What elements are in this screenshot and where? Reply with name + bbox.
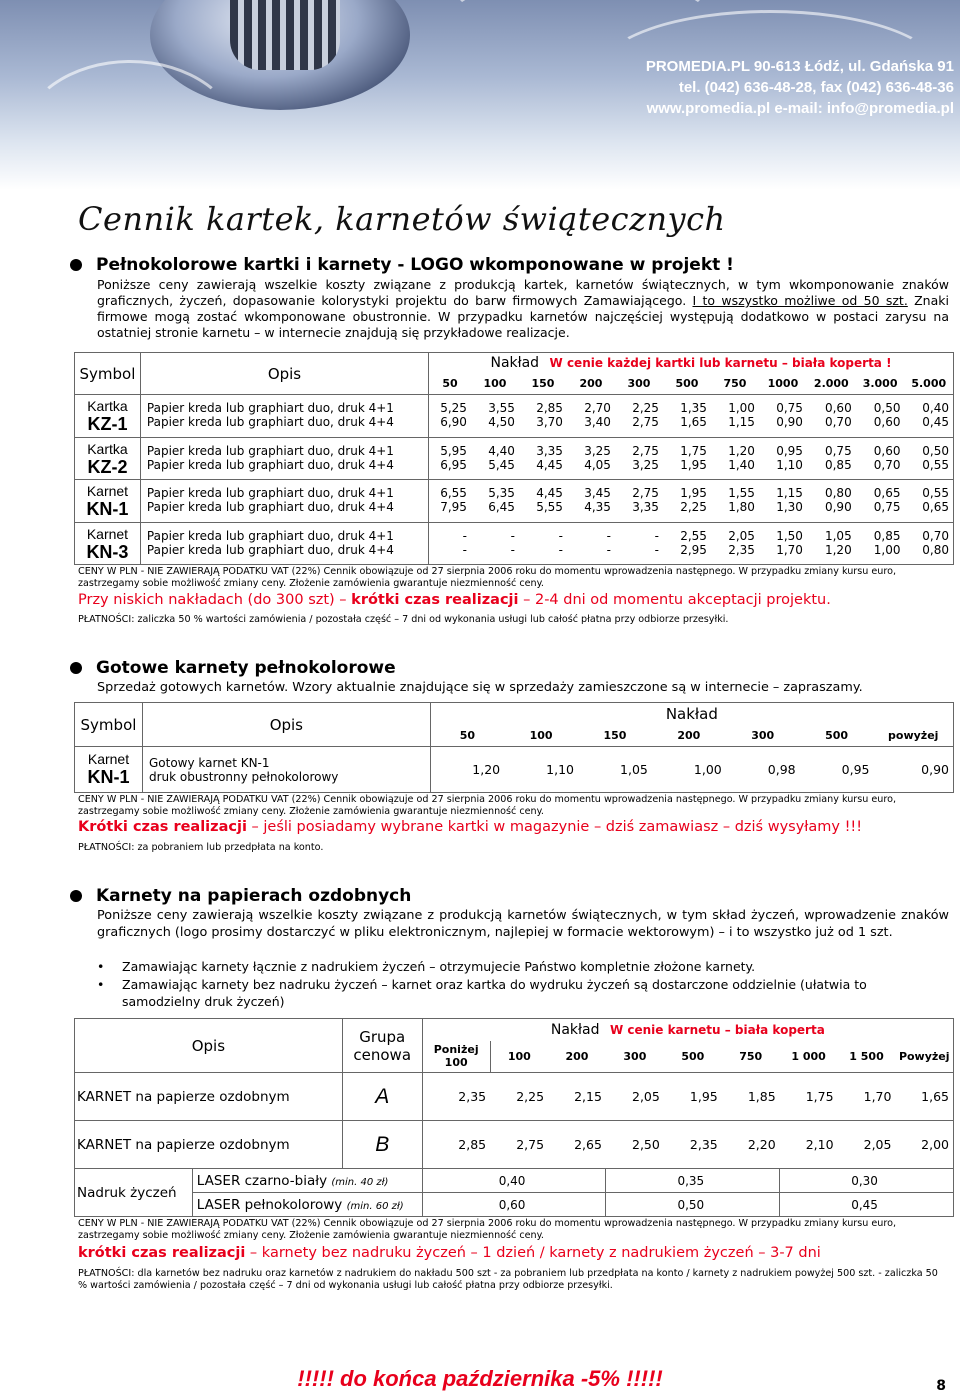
section1-promo-b: krótki czas realizacji [351, 592, 519, 608]
quantity-header: Powyżej [895, 1041, 953, 1073]
section1-paragraph [97, 277, 949, 341]
t3-row-b-desc: KARNET na papierze ozdobnym [75, 1121, 343, 1169]
price-cell: 0,95 [800, 747, 874, 793]
section1-vat-note: CENY W PLN - NIE ZAWIERAJĄ PODATKU VAT (22%) Cennik obowiązuje od 27 sierpnia 2006 roku do momentu wprowadzenia następnego. W przypadku zmiany kursu euro, zastrzegamy sobie możliwość zmiany ceny. Złożenie zamówienia gwarantuje niezmienność ceny. [78, 566, 897, 589]
t3-laser1-price-3: 0,30 [780, 1169, 954, 1193]
t3-laser1-price-2: 0,35 [606, 1169, 780, 1193]
price-cell: 2,05 [728, 528, 755, 543]
price-cell: 0,75 [776, 401, 803, 415]
t3-col-ponizej: Poniżej 100 [422, 1041, 490, 1073]
price-cell: 2,25 [663, 500, 711, 522]
t3-nadruk-label: Nadruk życzeń [75, 1169, 193, 1217]
row-type: Karnet [86, 483, 129, 500]
section3-heading-text: Karnety na papierach ozdobnych [96, 886, 412, 906]
price-cell: 0,55 [904, 458, 953, 480]
price-cell: 0,90 [873, 747, 953, 793]
t3-laser1-min: (min. 40 zł) [331, 1176, 389, 1188]
t3-row-b-group: B [342, 1121, 422, 1169]
price-cell: 0,40 [904, 395, 953, 416]
price-cell: 2,70 [584, 401, 611, 415]
section1-heading [70, 255, 734, 275]
section3-paragraph: Poniższe ceny zawierają wszelkie koszty związane z produkcją karnetów świątecznych, w tym skład życzeń, wprowadzenie znaków graficznych (logo prosimy dostarczyć w pliku elektronicznym, najlepiej w formacie wektorowym) – i to wszystko już od 1 szt. [97, 908, 949, 940]
symbol-cell [75, 522, 141, 565]
quantity-header: 300 [606, 1041, 664, 1073]
naklad-note: W cenie każdej kartki lub karnetu – biała koperta ! [549, 355, 892, 370]
price-cell: 7,95 [429, 500, 471, 522]
t2-col-symbol: Symbol [75, 703, 143, 747]
price-cell: 1,65 [895, 1073, 953, 1121]
price-cell: - [615, 543, 663, 565]
row-code: KZ-2 [87, 456, 128, 477]
price-cell: 2,05 [838, 1121, 896, 1169]
table-row [75, 1121, 954, 1169]
price-cell: 1,05 [824, 528, 852, 543]
price-cell: 3,70 [519, 415, 567, 437]
bullet-icon [70, 662, 82, 674]
quantity-header: 500 [664, 1041, 722, 1073]
section3-vat-note: CENY W PLN - NIE ZAWIERAJĄ PODATKU VAT (22%) Cennik obowiązuje od 27 sierpnia 2006 roku do momentu wprowadzenia następnego. W przypadku zmiany kursu euro, zastrzegamy sobie możliwość zmiany ceny. Złożenie zamówienia gwarantuje niezmienność ceny. [78, 1218, 897, 1241]
price-cell: 0,55 [904, 480, 953, 501]
t3-laser1 [192, 1169, 422, 1193]
price-cell: 2,50 [606, 1121, 664, 1169]
section2-payment: PŁATNOŚCI: za pobraniem lub przedpłata na konto. [78, 842, 324, 853]
price-cell: 1,95 [663, 458, 711, 480]
price-cell: 0,70 [807, 415, 856, 437]
table-row [75, 522, 954, 543]
company-phone: tel. (042) 636-48-28, fax (042) 636-48-36 [678, 79, 954, 96]
quantity-header: 2.000 [807, 373, 856, 395]
company-address: PROMEDIA.PL 90-613 Łódź, ul. Gdańska 91 [645, 58, 954, 75]
price-cell: 1,70 [759, 543, 807, 565]
price-cell: 3,55 [488, 401, 515, 415]
price-cell: 1,65 [663, 415, 711, 437]
section2-paragraph: Sprzedaż gotowych karnetów. Wzory aktualnie znajdujące się w sprzedaży zamieszczone są w internecie – zapraszamy. [97, 680, 863, 695]
price-cell: 6,55 [440, 486, 467, 500]
price-cell: 2,10 [780, 1121, 838, 1169]
row-desc: Papier kreda lub graphiart duo, druk 4+1 [140, 522, 428, 543]
section2-heading [70, 658, 396, 678]
price-cell: 0,95 [776, 443, 803, 458]
section1-para-a: Poniższe ceny zawierają wszelkie koszty związane z produkcją kartek, karnetów świątecznych, w tym wkomponowanie znaków graficznych, życzeń, dopasowanie kolorystyki projektu do barw firmowych Zamawiającego. [97, 277, 949, 308]
row-code: KN-1 [87, 767, 130, 787]
row-desc: Papier kreda lub graphiart duo, druk 4+4 [140, 500, 428, 522]
table-row [75, 747, 954, 793]
price-cell: 2,35 [664, 1121, 722, 1169]
price-cell: 5,55 [519, 500, 567, 522]
price-cell: 1,50 [776, 528, 803, 543]
quantity-header: 500 [663, 373, 711, 395]
price-cell: 4,45 [519, 458, 567, 480]
page-number: 8 [936, 1378, 946, 1394]
section1-payment: PŁATNOŚCI: zaliczka 50 % wartości zamówienia / pozostała część – 7 dni od wykonania usługi lub całość płatna przy odbiorze przesyłki. [78, 614, 729, 625]
price-cell: - [462, 528, 467, 543]
footer-promo: !!!!! do końca października -5% !!!!! [297, 1366, 663, 1391]
price-cell: 1,75 [680, 443, 707, 458]
price-cell: 2,75 [632, 443, 659, 458]
table-row [75, 395, 954, 416]
price-cell: 1,35 [680, 401, 707, 415]
t3-col-grupa: Grupa cenowa [342, 1019, 422, 1073]
section3-promo-a: krótki czas realizacji [78, 1245, 246, 1261]
price-cell: - [519, 543, 567, 565]
bullet-icon: • [97, 959, 105, 974]
quantity-header: 150 [519, 373, 567, 395]
price-cell: 5,25 [440, 401, 467, 415]
section3-heading [70, 886, 411, 906]
section1-heading-text: Pełnokolorowe kartki i karnety - LOGO wkomponowane w projekt ! [96, 255, 734, 275]
price-cell: 0,45 [904, 415, 953, 437]
row-type: Karnet [87, 751, 130, 767]
price-cell: - [654, 528, 659, 543]
bullet-icon [70, 259, 82, 271]
t3-laser1-label: LASER czarno-biały [196, 1172, 328, 1189]
section1-promo-a: Przy niskich nakładach (do 300 szt) – [78, 592, 352, 608]
price-cell: 1,10 [759, 458, 807, 480]
quantity-header: 200 [567, 373, 615, 395]
price-cell: 6,90 [429, 415, 471, 437]
price-cell: 0,85 [873, 528, 901, 543]
price-cell: 2,25 [632, 401, 659, 415]
price-cell: 0,85 [807, 458, 856, 480]
price-table-1 [74, 352, 954, 565]
section2-vat-note: CENY W PLN - NIE ZAWIERAJĄ PODATKU VAT (22%) Cennik obowiązuje od 27 sierpnia 2006 roku do momentu wprowadzenia następnego. W przypadku zmiany kursu euro, zastrzegamy sobie możliwość zmiany ceny. Złożenie zamówienia gwarantuje niezmienność ceny. [78, 794, 897, 817]
price-cell: 2,35 [711, 543, 759, 565]
row-code: KZ-1 [87, 414, 128, 435]
quantity-header: 1 500 [838, 1041, 896, 1073]
table-row [75, 1169, 954, 1193]
price-cell: 1,55 [728, 486, 755, 500]
price-cell: 2,75 [632, 486, 659, 500]
row-code: KN-1 [86, 499, 129, 520]
col-naklad: Nakład [490, 354, 540, 371]
quantity-header: 100 [490, 1041, 548, 1073]
quantity-header: 500 [800, 725, 874, 747]
price-cell: 1,30 [759, 500, 807, 522]
row-type: Kartka [87, 440, 128, 457]
row-desc: Papier kreda lub graphiart duo, druk 4+4 [140, 543, 428, 565]
t3-col-naklad: Nakład [550, 1021, 600, 1038]
price-cell: 1,10 [504, 747, 578, 793]
bullet-icon: • [97, 977, 105, 992]
page-title: Cennik kartek, karnetów świątecznych [78, 200, 726, 238]
t3-laser2-min: (min. 60 zł) [346, 1200, 404, 1212]
table-row [75, 480, 954, 501]
company-info [646, 56, 954, 119]
quantity-header: 200 [652, 725, 726, 747]
price-cell: 3,35 [536, 443, 563, 458]
t3-row-a-group: A [342, 1073, 422, 1121]
price-cell: 1,80 [711, 500, 759, 522]
price-cell: 1,85 [722, 1073, 780, 1121]
t2-symbol-cell [75, 747, 143, 793]
price-table-2 [74, 702, 954, 793]
section3-bullet-2-text: Zamawiając karnety bez nadruku życzeń – karnet oraz kartka do wydruku życzeń są dostarczone oddzielnie (ułatwia to samodzielny druk życzeń) [122, 977, 867, 1009]
price-cell: 0,80 [824, 486, 852, 500]
price-cell: 1,15 [711, 415, 759, 437]
price-cell: 2,65 [548, 1121, 606, 1169]
price-cell: 2,55 [680, 528, 707, 543]
price-cell: 1,00 [652, 747, 726, 793]
header-banner [0, 0, 960, 190]
table-row [75, 1073, 954, 1121]
price-table-3 [74, 1018, 954, 1217]
price-cell: 5,35 [488, 486, 515, 500]
price-cell: 2,85 [422, 1121, 490, 1169]
section2-heading-text: Gotowe karnety pełnokolorowe [96, 658, 396, 678]
price-cell: 4,35 [567, 500, 615, 522]
quantity-header: powyżej [873, 725, 953, 747]
price-cell: 1,75 [780, 1073, 838, 1121]
price-cell: 3,25 [584, 443, 611, 458]
price-cell: 2,95 [663, 543, 711, 565]
price-cell: - [606, 528, 611, 543]
price-cell: - [471, 543, 519, 565]
price-cell: 1,20 [430, 747, 504, 793]
price-cell: 1,00 [728, 401, 755, 415]
price-cell: 0,50 [873, 401, 901, 415]
row-desc-2: druk obustronny pełnokolorowy [148, 769, 339, 784]
price-cell: - [558, 528, 563, 543]
quantity-header: 50 [430, 725, 504, 747]
price-cell: 6,95 [429, 458, 471, 480]
table-row [75, 1193, 954, 1217]
price-cell: - [429, 543, 471, 565]
price-cell: 2,20 [722, 1121, 780, 1169]
quantity-header: 750 [711, 373, 759, 395]
t3-laser1-price-1: 0,40 [422, 1169, 606, 1193]
price-cell: 0,90 [807, 500, 856, 522]
quantity-header: 750 [722, 1041, 780, 1073]
t3-laser2-price-2: 0,50 [606, 1193, 780, 1217]
section2-promo-b: – jeśli posiadamy wybrane kartki w magazynie – dziś zamawiasz – dziś wysyłamy !!! [246, 819, 863, 835]
col-naklad-header [429, 353, 954, 373]
row-code: KN-3 [86, 541, 129, 562]
price-cell: 0,60 [856, 415, 905, 437]
section3-bullet-2 [97, 976, 949, 1010]
price-cell: 3,35 [615, 500, 663, 522]
t3-laser2 [192, 1193, 422, 1217]
t2-desc-cell [142, 747, 430, 793]
table-row [75, 437, 954, 458]
quantity-header: 200 [548, 1041, 606, 1073]
price-cell: 3,25 [615, 458, 663, 480]
price-cell: 0,90 [759, 415, 807, 437]
t3-naklad-note: W cenie karnetu – biała koperta [609, 1022, 825, 1037]
price-cell: 6,45 [471, 500, 519, 522]
row-type: Karnet [86, 525, 129, 542]
company-web[interactable]: www.promedia.pl e-mail: info@promedia.pl [646, 100, 954, 117]
symbol-cell [75, 437, 141, 480]
quantity-header: 100 [471, 373, 519, 395]
price-cell: 2,05 [606, 1073, 664, 1121]
price-cell: 0,70 [904, 522, 953, 543]
section3-promo [78, 1245, 821, 1261]
row-desc: Papier kreda lub graphiart duo, druk 4+1 [140, 395, 428, 416]
section2-promo-a: Krótki czas realizacji [78, 819, 247, 835]
price-cell: 2,00 [895, 1121, 953, 1169]
price-cell: 1,15 [776, 486, 803, 500]
price-cell: 0,80 [904, 543, 953, 565]
price-cell: 1,95 [664, 1073, 722, 1121]
section1-para-link: I to wszystko możliwe od 50 szt. [692, 293, 908, 308]
quantity-header: 300 [615, 373, 663, 395]
price-cell: - [510, 528, 515, 543]
price-cell: 0,65 [904, 500, 953, 522]
row-desc: Papier kreda lub graphiart duo, druk 4+4 [140, 415, 428, 437]
price-cell: 1,95 [680, 486, 707, 500]
section1-promo [78, 592, 831, 608]
quantity-header: 150 [578, 725, 652, 747]
section3-bullet-1-text: Zamawiając karnety łącznie z nadrukiem życzeń – otrzymujecie Państwo kompletnie złożone karnety. [122, 959, 756, 974]
col-opis: Opis [140, 353, 428, 395]
quantity-header: 1000 [759, 373, 807, 395]
price-cell: 2,35 [422, 1073, 490, 1121]
t3-col-opis: Opis [75, 1019, 343, 1073]
price-cell: 1,40 [711, 458, 759, 480]
quantity-header: 300 [726, 725, 800, 747]
price-cell: 1,20 [807, 543, 856, 565]
price-cell: 0,75 [856, 500, 905, 522]
section3-bullet-1 [97, 958, 949, 975]
price-cell: 0,60 [824, 401, 852, 415]
row-desc: Papier kreda lub graphiart duo, druk 4+4 [140, 458, 428, 480]
price-cell: 2,75 [615, 415, 663, 437]
price-cell: 4,45 [536, 486, 563, 500]
price-cell: 0,65 [873, 486, 901, 500]
price-cell: 0,75 [824, 443, 852, 458]
symbol-cell [75, 480, 141, 523]
t3-laser2-price-1: 0,60 [422, 1193, 606, 1217]
price-cell: 0,50 [904, 437, 953, 458]
symbol-cell [75, 395, 141, 438]
price-cell: 2,15 [548, 1073, 606, 1121]
quantity-header: 3.000 [856, 373, 905, 395]
price-cell: 0,70 [856, 458, 905, 480]
t3-row-a-desc: KARNET na papierze ozdobnym [75, 1073, 343, 1121]
price-cell: 1,05 [578, 747, 652, 793]
price-cell: 4,40 [488, 443, 515, 458]
col-symbol: Symbol [75, 353, 141, 395]
price-cell: 5,45 [471, 458, 519, 480]
row-desc: Papier kreda lub graphiart duo, druk 4+1 [140, 437, 428, 458]
quantity-header: 5.000 [904, 373, 953, 395]
t2-col-naklad: Nakład [430, 703, 953, 725]
price-cell: 5,95 [440, 443, 467, 458]
price-cell: 3,40 [567, 415, 615, 437]
section3-payment: PŁATNOŚCI: dla karnetów bez nadruku oraz karnetów z nadrukiem do nakładu 500 szt - za pobraniem lub przedpłata na konto / karnety z nadrukiem powyżej 500 szt. - zaliczka 50 % wartości zamówienia / pozostała część – 7 dni od wykonania usługi lub całość płatna przy odbiorze przesyłki. [78, 1268, 938, 1291]
price-cell: 3,45 [584, 486, 611, 500]
t3-col-naklad-header [422, 1019, 953, 1041]
price-cell: 4,50 [471, 415, 519, 437]
price-cell: 2,25 [490, 1073, 548, 1121]
ornament-cap-image [230, 0, 340, 70]
bullet-icon [70, 890, 82, 902]
t3-laser2-price-3: 0,45 [780, 1193, 954, 1217]
price-cell: 1,20 [728, 443, 755, 458]
row-desc-1: Gotowy karnet KN-1 [148, 755, 270, 770]
t2-col-opis: Opis [142, 703, 430, 747]
quantity-header: 1 000 [780, 1041, 838, 1073]
price-cell: 1,00 [856, 543, 905, 565]
section1-para-b: Znaki firmowe mogą zostać wkomponowane obustronnie. W przypadku karnetów najczęściej występują dodatkowo w postaci zarysu na ostatniej stronie karnetu – w internecie znajdują się przykładowe realizacje. [97, 293, 949, 340]
table-row [75, 458, 954, 480]
section2-promo [78, 819, 862, 835]
table-row [75, 415, 954, 437]
section1-promo-c: – 2-4 dni od momentu akceptacji projektu. [518, 592, 831, 608]
price-cell: - [567, 543, 615, 565]
table-row [75, 543, 954, 565]
t3-laser2-label: LASER pełnokolorowy [196, 1196, 343, 1213]
price-cell: 4,05 [567, 458, 615, 480]
row-type: Kartka [87, 398, 128, 415]
section3-promo-b: – karnety bez nadruku życzeń – 1 dzień / karnety z nadrukiem życzeń – 3-7 dni [245, 1245, 821, 1261]
price-cell: 0,98 [726, 747, 800, 793]
row-desc: Papier kreda lub graphiart duo, druk 4+1 [140, 480, 428, 501]
table-row [75, 500, 954, 522]
price-cell: 2,75 [490, 1121, 548, 1169]
price-cell: 1,70 [838, 1073, 896, 1121]
price-cell: 2,85 [536, 401, 563, 415]
quantity-header: 50 [429, 373, 471, 395]
quantity-header: 100 [504, 725, 578, 747]
price-cell: 0,60 [873, 443, 901, 458]
